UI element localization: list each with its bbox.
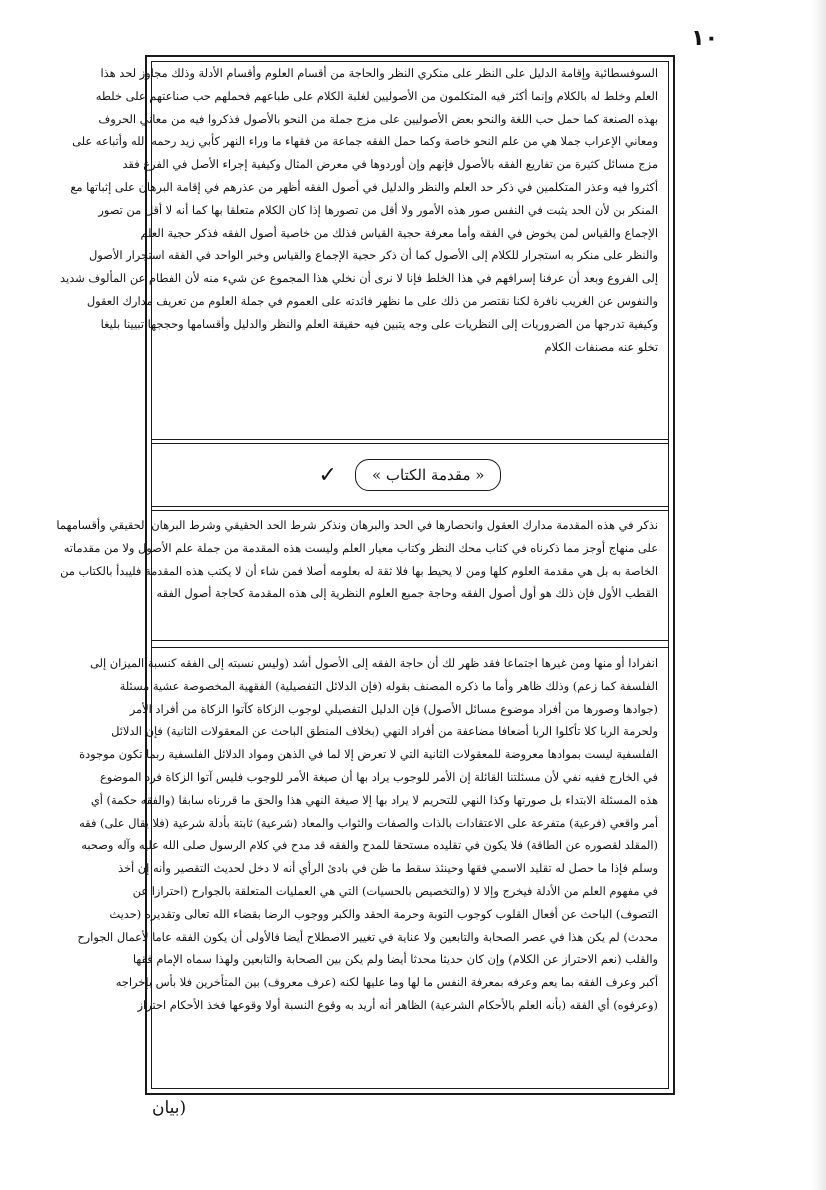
main-text-paragraph <box>60 62 658 358</box>
text-line: وسلم فإذا ما حصل له تقليد الاسمي فقها وحينئذ سقط ما ظن في بادئ الرأي أنه لا دخل لحديث التقصير وأنه إن أخذ <box>118 861 658 876</box>
text-line: بهذه الصنعة كما حمل حب اللغة والنحو بعض الأصوليين على مزج جملة من النحو بالأصول فذكروا فيه من معاني الحروف <box>98 111 658 126</box>
text-line: نذكر في هذه المقدمة مدارك العقول وانحصارها في الحد والبرهان ونذكر شرط الحد الحقيقي وشرط البرهان الحقيقي وأقسامهما <box>56 518 658 532</box>
text-line: محدث) لم يكن هذا في عصر الصحابة والتابعين ولا عناية في تغيير الاصطلاح أيضا فالأولى أن يكون الفقه عاما لأعمال الجوارح <box>77 929 658 944</box>
text-line: وكيفية تدرجها من الضروريات إلى النظريات على وجه يتبين فيه حقيقة العلم والنظر والدليل وأقسامها وحججها تبيينا بليغا <box>100 316 658 331</box>
text-line: الخاصة به بل هي مقدمة العلوم كلها ومن لا يحيط بها فلا ثقة له بعلومه أصلا فمن شاء أن لا يكتب هذه المقدمة فليبدأ بالكتاب من <box>60 563 658 578</box>
section-divider <box>152 640 668 648</box>
main-text-block <box>60 62 668 432</box>
text-line: مزج مسائل كثيرة من تفاريع الفقه بالأصول فإنهم وإن أوردوها في معرض المثال وكيفية إجراء الأصل في الفرع فقد <box>122 157 658 172</box>
section-title: « مقدمة الكتاب » <box>355 459 501 491</box>
text-line: الفلسفية ليست بموادها معروضة للمعقولات الثانية التي لا تعرض إلا لما في الذهن ومواد الدلائل الفلسفية ربما تكون موجودة <box>79 747 658 762</box>
text-line: أكبر وعرف الفقه بما يعم وعرفه بمعرفة النفس ما لها وما عليها لكنه (عرف معروف) بين المتأخرين فلا بأس بإخراجه <box>115 975 658 990</box>
text-line: هذه المسئلة الابتداء بل صورتها وكذا النهي للتحريم لا يراد بها إلا صيغة النهي هذا والحق ما قررناه سابقا (والفقه حكمة) أي <box>90 792 658 807</box>
section-header-band <box>152 439 668 511</box>
commentary-paragraph <box>77 652 658 1017</box>
page-number: ١٠ <box>691 26 718 51</box>
text-line: الإجماع والقياس لمن يخوض في الفقه وأما معرفة حجية القياس فذلك من خاصية أصول الفقه فذكر حجية العلم <box>140 225 658 240</box>
text-line: أمر واقعي (فرعية) متفرعة على الاعتقادات بالذات والصفات والثواب والمعاد (شرعية) ثابتة بأدلة شرعية (فلا يقال على) فقه <box>79 815 658 830</box>
text-line: تخلو عنه مصنفات الكلام <box>544 339 658 354</box>
text-line: في مفهوم العلم من الأدلة فيخرج وإلا لا (والتخصيص بالحسيات) التي هي العمليات المتعلقة بالجوارح (احترازا عن <box>132 883 658 898</box>
text-line: إلى الفروع وبعد أن عرفنا إسرافهم في هذا الخلط فإنا لا نرى أن نخلي هذا المجموع عن شيء منه لأن الفطام عن المألوف شديد <box>60 271 658 286</box>
text-line: السوفسطائية وإقامة الدليل على النظر على منكري النظر والحاجة من أقسام العلوم وأقسام الأدلة وذلك مجاوز لحد هذا <box>100 66 658 80</box>
text-line: على منهاج أوجز مما ذكرناه في كتاب محك النظر وكتاب معيار العلم وليست هذه المقدمة من جملة علم الأصول ولا من مقدماته <box>63 540 658 555</box>
text-line: أكثروا فيه وعذر المتكلمين في ذكر حد العلم والنظر والدليل في أصول الفقه أظهر من عذرهم في إقامة البرهان على إثباتها مع <box>70 179 658 194</box>
intro-paragraph <box>56 514 658 605</box>
check-mark-icon: ✓ <box>318 462 337 488</box>
text-line: ومعاني الإعراب جملا هي من علم النحو خاصة وكما حمل الفقه جماعة من فقهاء ما وراء النهر كأبي زيد رحمه الله وأتباعه على <box>72 134 658 149</box>
text-frame-inner <box>56 61 669 1089</box>
text-line: (المقلد لقصوره عن الطاقة) فلا يكون في تقليده مستحقا للمدح والفقه قد مدح في كلام الرسول صلى الله عليه وآله وصحبه <box>81 838 658 853</box>
text-line: (وعرفوه) أي الفقه (بأنه العلم بالأحكام الشرعية) الظاهر أنه أريد به وقوع النسبة أولا وقوعها فخذ الأحكام احتراز <box>137 997 658 1012</box>
text-line: والنفوس عن الغريب نافرة لكنا نقتصر من ذلك على ما نظهر فائدته على العموم في جملة العلوم من تعريف مدارك العقول <box>86 293 658 308</box>
text-line: المنكر بن لأن الحد يثبت في النفس صور هذه الأمور ولا أقل من تصورها إذا كان الكلام متعلقا بها كما أنه لا أقل من تصور <box>98 202 658 217</box>
catchword: (بيان <box>152 1098 187 1118</box>
text-line: (جوادها وصورها من أفراد موضوع مسائل الأصول) فإن الدليل التفصيلي لوجوب الزكاة كآتوا الزكاة من أفراد الأمر <box>129 701 658 716</box>
text-line: والقلب (نعم الاحتراز عن الكلام) وإن كان حديثا محدثا أيضا ولم يكن بين الصحابة والتابعين ولهذا سماه الإمام فقها <box>132 952 658 967</box>
text-line: القطب الأول فإن ذلك هو أول أصول الفقه وحاجة جميع العلوم النظرية إلى هذه المقدمة كحاجة أصول الفقه <box>156 586 658 601</box>
text-line: انفرادا أو منها ومن غيرها اجتماعا فقد ظهر لك أن حاجة الفقه إلى الأصول أشد (وليس نسبته إلى الفقه كنسبة الميزان إلى <box>89 656 658 670</box>
text-line: ولحرمة الربا كلا تأكلوا الربا أضعافا مضاعفة من أفراد النهي (بخلاف المنطق الباحث عن المعقولات الثانية) فإن الدلائل <box>111 724 658 739</box>
text-frame <box>56 55 675 1095</box>
text-line: التصوف) الباحث عن أفعال القلوب كوجوب التوبة وحرمة الحقد والكبر ووجوب الرضا بقضاء الله تعالى وتقديره (حديث <box>109 906 658 921</box>
commentary-text-block <box>77 652 668 1092</box>
intro-text-block <box>56 514 668 634</box>
text-line: والنظر على منكر به استجرار للكلام إلى الأصول كما أن ذكر حجية الإجماع والقياس وخبر الواحد في الفقه استجرار الأصول <box>88 248 658 263</box>
page-edge-shadow <box>812 0 826 1190</box>
text-line: الفلسفة كما زعم) وذلك ظاهر وأما ما ذكره المصنف بقوله (فإن الدلائل التفصيلية) الفقهية المخصوصة عشية مسئلة <box>119 678 658 693</box>
text-line: في الخارج ففيه نفي لأن مسئلتنا القائلة إن الأمر للوجوب يراد بها أن صيغة الأمر للوجوب فليس آتوا الزكاة فرد الموضوع <box>99 769 658 784</box>
text-line: العلم وخلط له بالكلام وإنما أكثر فيه المتكلمون من الأصوليين لغلبة الكلام على طباعهم فحملهم حب صناعتهم على خلطه <box>95 88 658 103</box>
